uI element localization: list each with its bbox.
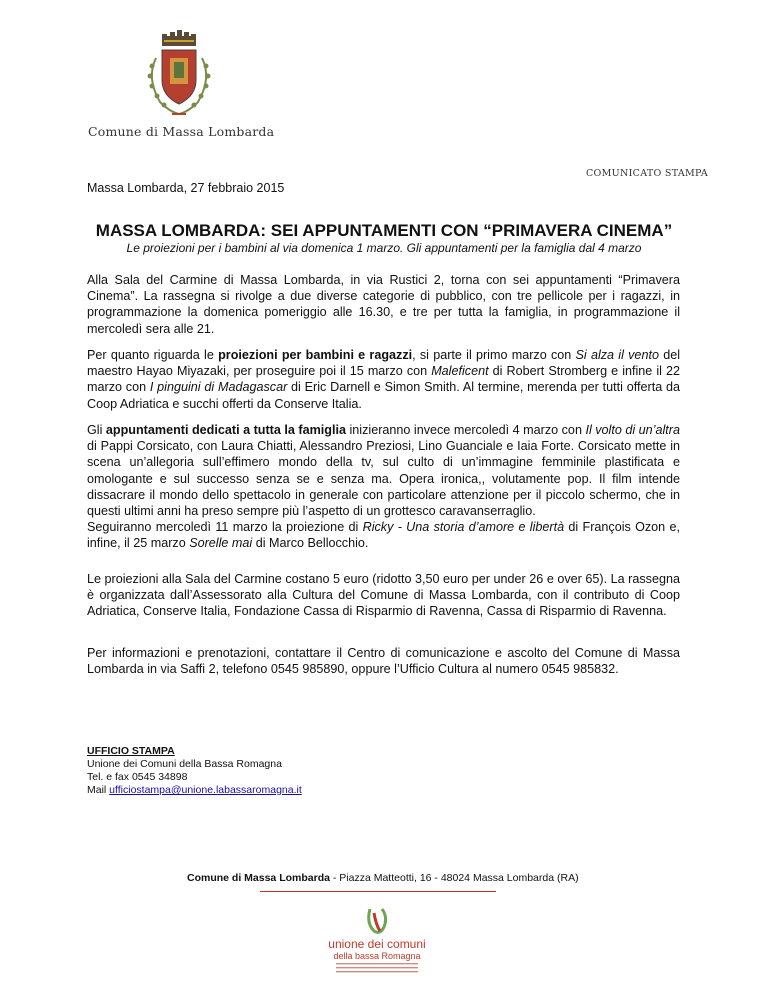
article-headline: MASSA LOMBARDA: SEI APPUNTAMENTI CON “PRIMAVERA CINEMA” — [95, 221, 673, 240]
footer-divider — [260, 891, 496, 892]
press-office-block — [87, 745, 302, 797]
paragraph-prices — [87, 571, 680, 620]
footer-address-text: - Piazza Matteotti, 16 - 48024 Massa Lombarda (RA) — [329, 872, 579, 884]
paragraph-prices-text: Le proiezioni alla Sala del Carmine costano 5 euro (ridotto 3,50 euro per under 26 e over 65). La rassegna è organizzata dall’Assessorato alla Cultura del Comune di Massa Lombarda, con il contributo di Coop Adriatica, Conserve Italia, Fondazione Cassa di Risparmio di Ravenna, Cassa di Risparmio di Ravenna. — [87, 572, 680, 619]
footer-name: Comune di Massa Lombarda — [187, 872, 330, 884]
film-title: Maleficent — [431, 364, 489, 379]
footer-address — [187, 872, 579, 884]
bold-run: appuntamenti dedicati a tutta la famiglia — [105, 423, 346, 437]
press-office-title: UFFICIO STAMPA — [87, 745, 175, 757]
film-title: Il volto di un’altra — [585, 423, 680, 437]
article-subheadline: Le proiezioni per i bambini al via domenica 1 marzo. Gli appuntamenti per la famiglia dal 4 marzo — [126, 241, 642, 255]
press-office-mail — [87, 784, 302, 797]
paragraph-info — [87, 645, 680, 677]
text-run: di Robert Stromberg e infine il 22 marzo con — [87, 364, 680, 395]
release-date: Massa Lombarda, 27 febbraio 2015 — [87, 181, 285, 195]
municipality-name: Comune di Massa Lombarda — [88, 124, 275, 139]
text-run: di Pappi Corsicato, con Laura Chiatti, Alessandro Preziosi, Lino Guanciale e Iaia Forte. Corsicato mette in scena un’allegoria sull’effimero mondo della tv, sul culto di un’immagine femminile plastificata e omologante e sul successo senza se e senza ma. Opera ironica,, volutamente pop. Il film intende dissacrare il mondo dello spettacolo in generale con particolare attenzione per il piccolo schermo, che in questi ultimi anni ha preso sempre più l’aspetto di un grottesco caravanserraglio. — [87, 439, 680, 519]
release-type-label: COMUNICATO STAMPA — [585, 168, 708, 179]
text-run: di Eric Darnell e Simon Smith. Al termine, merenda per tutti offerta da Coop Adriatica e succhi offerti da Conserve Italia. — [87, 380, 680, 411]
municipal-crest-icon — [136, 28, 222, 124]
text-run: Gli — [87, 423, 106, 437]
bold-run: proiezioni per bambini e ragazzi — [218, 348, 413, 362]
text-run: Seguiranno mercoledì 11 marzo la proiezione di — [87, 520, 363, 535]
text-run: del maestro Hayao Miyazaki, per proseguire poi il 15 marzo con — [87, 348, 681, 379]
text-run: , si parte il primo marzo con — [412, 348, 576, 362]
press-office-org: Unione dei Comuni della Bassa Romagna — [87, 758, 282, 770]
text-run: inizieranno invece mercoledì 4 marzo con — [345, 423, 586, 437]
text-run: Per quanto riguarda le — [87, 348, 219, 362]
union-logo-line1: unione dei comuni — [328, 937, 426, 951]
paragraph-kids — [87, 347, 680, 412]
paragraph-info-text: Per informazioni e prenotazioni, contattare il Centro di comunicazione e ascolto del Comune di Massa Lombarda in via Saffi 2, telefono 0545 985890, oppure l’Ufficio Cultura al numero 0545 985832. — [87, 646, 680, 677]
film-title: I pinguini di Madagascar — [149, 380, 288, 395]
union-logo — [318, 905, 436, 977]
text-run: di François Ozon e, infine, il 25 marzo — [87, 520, 680, 551]
film-title: Si alza il vento — [575, 348, 659, 362]
paragraph-intro-text: Alla Sala del Carmine di Massa Lombarda, in via Rustici 2, torna con sei appuntamenti “Primavera Cinema”. La rassegna si rivolge a due diverse categorie di pubblico, con tre pellicole per i ragazzi, in programmazione la domenica pomeriggio alle 16.30, e tre per tutta la famiglia, in programmazione il mercoledì sera alle 21. — [87, 273, 680, 336]
paragraph-family — [87, 422, 680, 552]
film-title: Ricky - Una storia d’amore e libertà — [362, 520, 565, 535]
mail-label: Mail — [87, 784, 110, 796]
union-logo-line2: della bassa Romagna — [333, 951, 421, 961]
paragraph-intro — [87, 272, 680, 337]
press-office-phone: Tel. e fax 0545 34898 — [87, 771, 188, 783]
text-run: di Marco Bellocchio. — [252, 536, 369, 551]
press-office-email-link[interactable]: ufficiostampa@unione.labassaromagna.it — [109, 784, 302, 796]
film-title: Sorelle mai — [189, 536, 253, 551]
